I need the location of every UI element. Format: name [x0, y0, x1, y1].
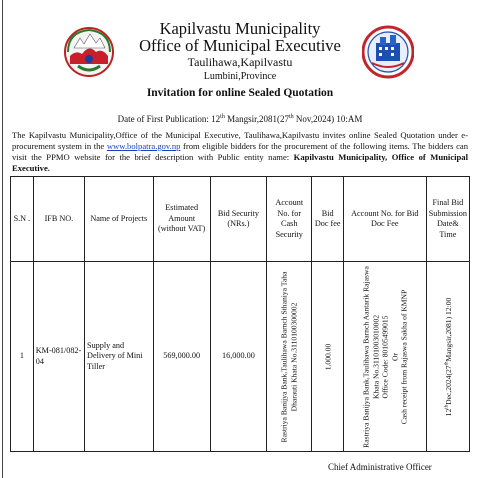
header-bid-doc-fee-account: Account No. for Bid Doc Fee	[343, 177, 426, 262]
header-cash-security-account: Account No. for Cash Security	[267, 177, 312, 262]
bolpatra-link[interactable]: www.bolpatra.gov.np	[106, 141, 181, 151]
cell-bid-doc-fee-account	[343, 262, 426, 452]
header-ifb-no: IFB NO.	[33, 177, 84, 262]
cash-security-account-text: Rastriya Banijya Bank,Taulihawa Barnch Sthaniya Taha Dharauti Khata No.3110100300002	[279, 271, 299, 442]
cell-bid-doc-fee	[312, 262, 343, 452]
signatory-title: Chief Administrative Officer	[328, 462, 432, 472]
header-estimated-amount: Estimated Amount (without VAT)	[153, 177, 210, 262]
office-address: Taulihawa,Kapilvastu	[187, 55, 293, 69]
cell-final-submission-date	[426, 262, 469, 452]
table-header-row	[11, 177, 470, 262]
header-bid-doc-fee: Bid Doc fee	[312, 177, 343, 262]
table-row	[11, 262, 470, 452]
cell-ifb-no: KM-081/082-04	[33, 262, 84, 452]
cell-bid-security: 16,000.00	[210, 262, 266, 452]
intro-paragraph: The Kapilvastu Municipality,Office of the Municipal Executive, Taulihawa,Kapilvastu invites online Sealed Quotation under e-procurement system in the www.bolpatra.gov.np from eligible bidders for the procurement of the following items. The bidders can visit the PPMO website for the brief description with Public entity name: Kapilvastu Municipality, Office of Municipal Executive.	[12, 130, 468, 173]
notice-title: Invitation for online Sealed Quotation	[146, 87, 334, 99]
final-submission-date-text: 12thDec,2024(27thMangsir,2081) 12:00	[443, 297, 453, 416]
header-final-submission-date: Final Bid Submission Date& Time	[426, 177, 469, 262]
province-name: Lumbini,Province	[203, 71, 277, 82]
municipality-name: Kapilvastu Municipality	[159, 19, 321, 38]
cell-project-name: Supply and Delivery of Mini Tiller	[85, 262, 153, 452]
header-bid-security: Bid Security (NRs.)	[210, 177, 266, 262]
office-name: Office of Municipal Executive	[139, 36, 341, 55]
bid-doc-fee-text: 1,000.00	[322, 343, 332, 370]
cell-sn: 1	[11, 262, 34, 452]
quotation-table	[10, 176, 470, 452]
header-project-name: Name of Projects	[85, 177, 153, 262]
cell-estimated-amount: 569,000.00	[153, 262, 210, 452]
header-sn: S.N .	[11, 177, 34, 262]
publication-date: Date of First Publication: 12th Mangsir,2081(27th Nov,2024) 10:AM	[117, 114, 363, 124]
cell-cash-security-account	[267, 262, 312, 452]
public-entity-name: Kapilvastu Municipality, Office of Municipal Executive.	[12, 152, 468, 173]
bid-doc-fee-account-text: Rastriya Banijya Bank,Taulihawa Barnch Aantarik Rajaswa Khata No.31101003010002 Office Code: 80105499015 Or Cash receipt from Rajaswa Sakha of KMNP	[361, 265, 409, 448]
